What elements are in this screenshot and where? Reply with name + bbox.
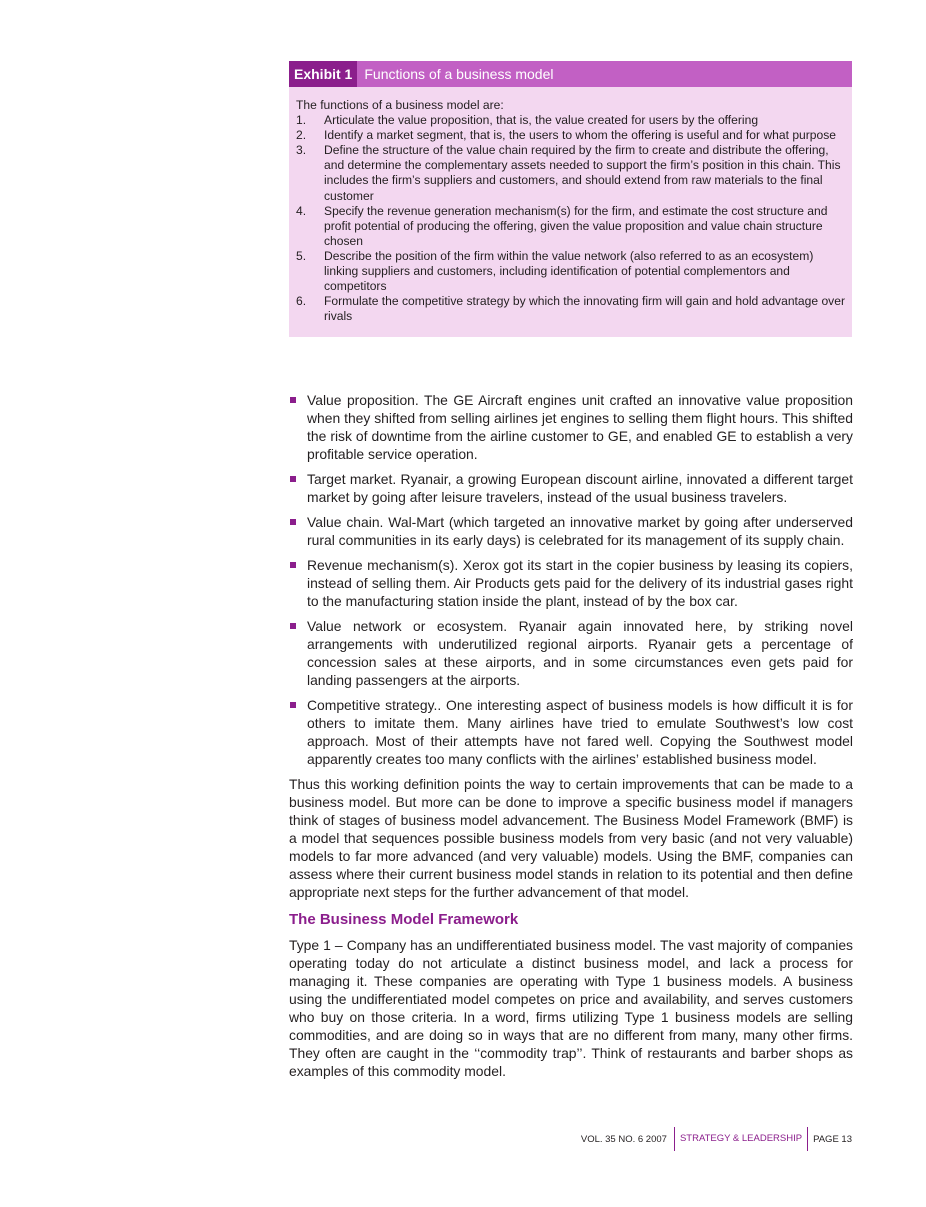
exhibit-title: Functions of a business model (364, 66, 554, 82)
bullet-item (289, 617, 853, 689)
item-number: 1. (296, 113, 307, 128)
item-text: Describe the position of the firm within the value network (also referred to as an ecosystem) linking suppliers and customers, including identification of potential complementors and competitors (324, 248, 814, 294)
item-text: Formulate the competitive strategy by which the innovating firm will gain and hold advantage over rivals (324, 294, 845, 324)
item-text: Specify the revenue generation mechanism(s) for the firm, and estimate the cost structure and profit potential of producing the offering, given the value proposition and value chain structure chosen (324, 203, 828, 248)
bullet-item (289, 513, 853, 549)
lead-in: Type 1 – Company has an undifferentiated business model. (289, 937, 657, 953)
bullet-item (289, 391, 853, 463)
square-bullet-icon (289, 470, 307, 506)
exhibit-body (289, 87, 852, 337)
exhibit-list-item (296, 294, 846, 324)
item-text: Define the structure of the value chain required by the firm to create and distribute the offering, and determine the complementary assets needed to support the firm’s position in this chain. This includes the firm’s suppliers and customers, and should extend from raw materials to the final customer (324, 143, 841, 203)
item-text: Identify a market segment, that is, the users to whom the offering is useful and for what purpose (324, 128, 837, 143)
exhibit-intro: The functions of a business model are: (296, 98, 504, 112)
exhibit-list-item (296, 204, 846, 249)
bullet-item (289, 556, 853, 610)
exhibit-label: Exhibit 1 (289, 61, 357, 87)
section-paragraph (289, 936, 853, 1080)
exhibit-list-item (296, 113, 846, 128)
bullet-text: Competitive strategy.. One interesting aspect of business models is how difficult it is for others to imitate them. Many airlines have tried to emulate Southwest’s low cost approach. Most of their attempts have not fared well. Copying the Southwest model apparently creates too many conflicts with the airlines’ established business model. (307, 697, 853, 767)
bullet-text: Value network or ecosystem. Ryanair again innovated here, by striking novel arrangements with underutilized regional airports. Ryanair gets a percentage of concession sales at these airports, and in some circumstances even gets paid for landing passengers at the airports. (307, 618, 853, 688)
item-number: 2. (296, 128, 307, 143)
bullet-list (289, 391, 853, 768)
item-number: 3. (296, 143, 307, 158)
section-heading: The Business Model Framework (289, 911, 519, 928)
item-number: 4. (296, 203, 307, 218)
square-bullet-icon (289, 617, 307, 689)
exhibit-list-item (296, 143, 846, 203)
volume-info: VOL. 35 NO. 6 2007 (580, 1133, 667, 1145)
bullet-item (289, 470, 853, 506)
bullet-text: Value chain. Wal-Mart (which targeted an innovative market by going after underserved rural communities in its early days) is celebrated for its management of its supply chain. (307, 514, 853, 548)
body-paragraph: Thus this working definition points the way to certain improvements that can be made to a business model. But more can be done to improve a specific business model if managers think of stages of business model advancement. The Business Model Framework (BMF) is a model that sequences possible business models from very basic (and not very valuable) models to far more advanced (and very valuable) models. Using the BMF, companies can assess where their current business model stands in relation to its potential and then define appropriate next steps for the further advancement of that model. (289, 776, 853, 900)
item-number: 6. (296, 294, 307, 309)
bullet-text: Target market. Ryanair, a growing European discount airline, innovated a different target market by going after leisure travelers, instead of the usual business travelers. (307, 471, 853, 505)
main-text (289, 391, 853, 1080)
journal-name: STRATEGY & LEADERSHIP (674, 1127, 808, 1151)
bullet-text: Value proposition. The GE Aircraft engines unit crafted an innovative value proposition when they shifted from selling airlines jet engines to selling them flight hours. This shifted the risk of downtime from the airline customer to GE, and enabled GE to establish a very profitable service operation. (307, 392, 853, 462)
square-bullet-icon (289, 513, 307, 549)
bullet-item (289, 696, 853, 768)
page-footer (581, 1127, 852, 1151)
square-bullet-icon (289, 391, 307, 463)
bullet-text: Revenue mechanism(s). Xerox got its start in the copier business by leasing its copiers, instead of selling them. Air Products gets paid for the delivery of its industrial gases right to the manufacturing station inside the plant, instead of by the box car. (307, 557, 853, 609)
square-bullet-icon (289, 696, 307, 768)
exhibit-box (289, 61, 852, 337)
exhibit-list (296, 113, 846, 324)
exhibit-list-item (296, 249, 846, 294)
item-text: Articulate the value proposition, that is, the value created for users by the offering (324, 113, 759, 128)
exhibit-header (289, 61, 852, 87)
page-number: PAGE 13 (813, 1133, 852, 1145)
section-body: The vast majority of companies operating today do not articulate a distinct business model, and lack a process for managing it. These companies are operating with Type 1 business models. A business using the undifferentiated model competes on price and availability, and serves customers who buy on those criteria. In a word, firms utilizing Type 1 business models are selling commodities, and are doing so in ways that are no different from many, many other firms. They often are caught in the ‘‘commodity trap’’. Think of restaurants and barber shops as examples of this commodity model. (289, 937, 853, 1079)
square-bullet-icon (289, 556, 307, 610)
item-number: 5. (296, 248, 307, 263)
exhibit-list-item (296, 128, 846, 143)
